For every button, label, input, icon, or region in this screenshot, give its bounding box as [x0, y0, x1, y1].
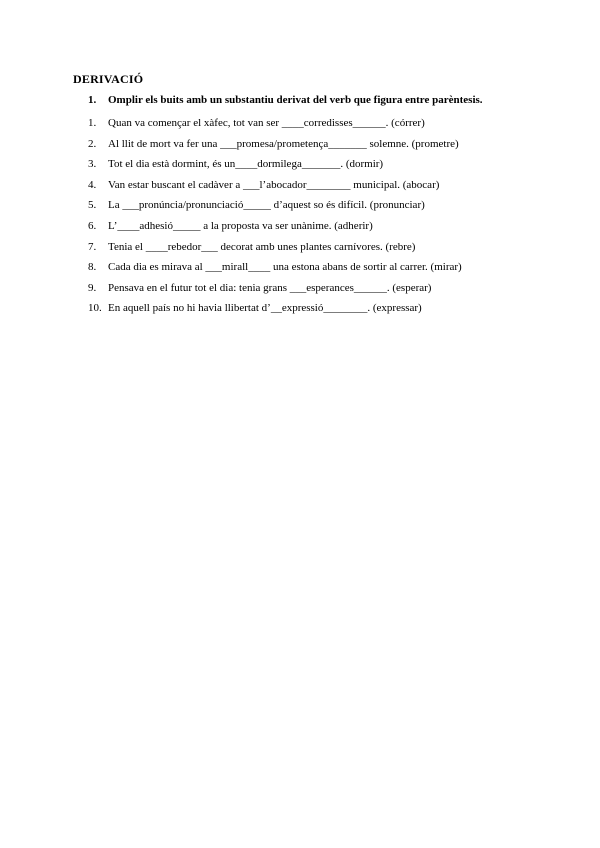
item-number: 1.	[88, 117, 97, 129]
item-text: Al llit de mort va fer una ___promesa/prometença_______ solemne. (prometre)	[108, 137, 459, 150]
item-number: 10.	[88, 302, 102, 315]
item-number: 4.	[88, 178, 97, 191]
instruction-number: 1.	[88, 94, 97, 106]
exercise-item	[88, 179, 462, 200]
exercise-item	[88, 302, 462, 323]
item-text: En aquell país no hi havia llibertat d’__expressió________. (expressar)	[108, 302, 422, 315]
exercise-item	[88, 261, 462, 282]
item-number: 8.	[88, 261, 97, 274]
exercise-list	[88, 117, 462, 323]
item-text: Cada dia es mirava al ___mirall____ una estona abans de sortir al carrer. (mirar)	[108, 261, 462, 274]
item-text: Tot el dia està dormint, és un____dormilega_______. (dormir)	[108, 158, 384, 171]
item-text: Tenia el ____rebedor___ decorat amb unes plantes carnívores. (rebre)	[108, 240, 416, 253]
instruction-text: Omplir els buits amb un substantiu derivat del verb que figura entre parèntesis.	[108, 94, 483, 106]
item-text: La ___pronúncia/pronunciació_____ d’aquest so és difícil. (pronunciar)	[108, 199, 425, 212]
exercise-item	[88, 241, 462, 262]
item-text: Quan va començar el xàfec, tot van ser ____corredisses______. (córrer)	[108, 117, 425, 129]
item-text: L’____adhesió_____ a la proposta va ser unànime. (adherir)	[108, 219, 373, 232]
exercise-item	[88, 158, 462, 179]
item-number: 9.	[88, 281, 97, 294]
item-number: 5.	[88, 199, 97, 212]
exercise-item	[88, 199, 462, 220]
item-number: 3.	[88, 158, 97, 171]
exercise-item	[88, 138, 462, 159]
exercise-item	[88, 220, 462, 241]
exercise-instruction	[88, 94, 483, 106]
item-number: 6.	[88, 219, 97, 232]
item-number: 2.	[88, 137, 97, 150]
item-number: 7.	[88, 240, 97, 253]
item-text: Van estar buscant el cadàver a ___l’abocador________ municipal. (abocar)	[108, 178, 440, 191]
exercise-item	[88, 117, 462, 138]
exercise-item	[88, 282, 462, 303]
page-title: DERIVACIÓ	[73, 72, 144, 86]
item-text: Pensava en el futur tot el dia: tenia grans ___esperances______. (esperar)	[108, 281, 432, 294]
